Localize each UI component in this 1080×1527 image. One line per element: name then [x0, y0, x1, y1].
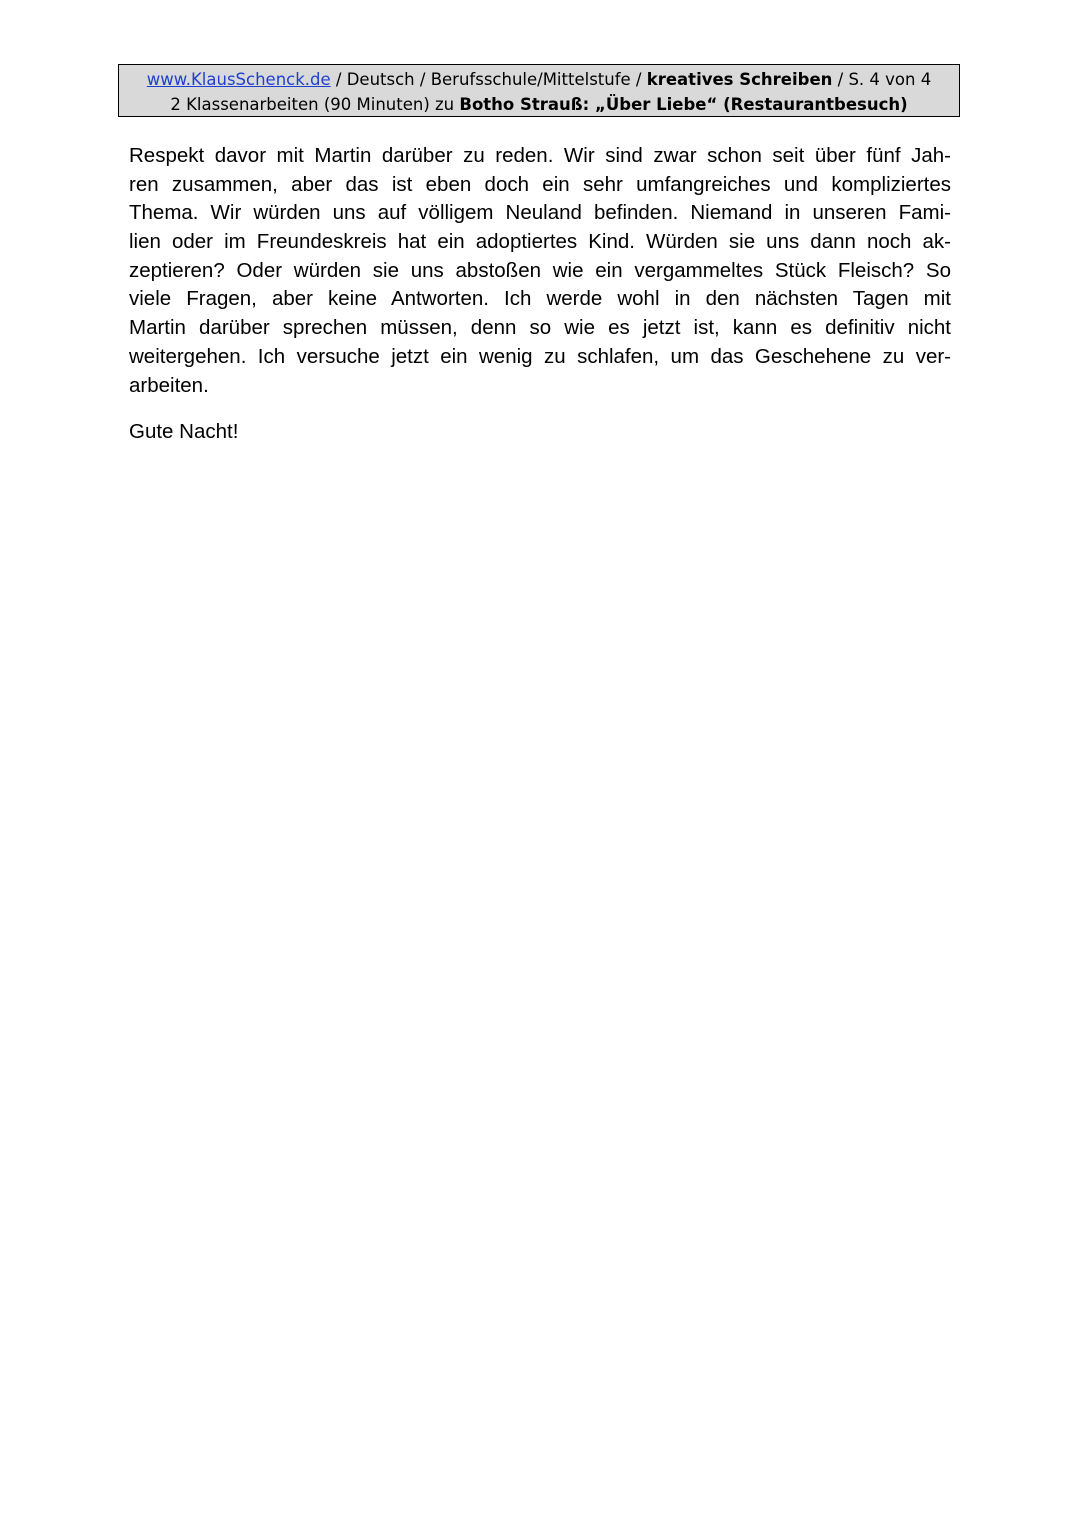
body-paragraph — [129, 142, 951, 400]
paragraph-line: Thema. Wir würden uns auf völligem Neuland befinden. Niemand in unseren Fami- — [129, 201, 951, 225]
header-subject: Deutsch — [346, 70, 415, 89]
paragraph-line: lien oder im Freundeskreis hat ein adoptiertes Kind. Würden sie uns dann noch ak- — [129, 230, 951, 254]
header-exam-info: 2 Klassenarbeiten (90 Minuten) zu — [170, 95, 460, 114]
header-author: Botho Strauß: — [459, 95, 590, 114]
paragraph-line: Martin darüber sprechen müssen, denn so wie es jetzt ist, kann es definitiv nicht — [129, 316, 951, 340]
paragraph-line: weitergehen. Ich versuche jetzt ein wenig zu schlafen, um das Geschehene zu ver- — [129, 344, 951, 368]
paragraph-line: zeptieren? Oder würden sie uns abstoßen wie ein vergammeltes Stück Fleisch? So — [129, 258, 951, 282]
paragraph-line: viele Fragen, aber keine Antworten. Ich werde wohl in den nächsten Tagen mit — [129, 287, 951, 311]
header-work-title: „Über Liebe“ (Restaurantbesuch) — [589, 95, 908, 114]
header-topic: kreatives Schreiben — [646, 70, 833, 89]
paragraph-line: Respekt davor mit Martin darüber zu reden. Wir sind zwar schon seit über fünf Jah- — [129, 144, 951, 167]
header-separator: / — [832, 70, 849, 89]
header-school: Berufsschule/Mittelstufe — [430, 70, 631, 89]
header-separator: / — [330, 70, 347, 89]
paragraph-line: ren zusammen, aber das ist eben doch ein sehr umfangreiches und kompliziertes — [129, 172, 951, 196]
paragraph-line: arbeiten. — [129, 373, 209, 397]
closing-line: Gute Nacht! — [129, 420, 239, 444]
header-line-1 — [119, 67, 959, 92]
header-line-2 — [119, 92, 959, 117]
page-header — [118, 64, 960, 117]
header-page-number: S. 4 von 4 — [848, 70, 932, 89]
header-separator: / — [630, 70, 647, 89]
site-link[interactable]: www.KlausSchenck.de — [146, 70, 331, 89]
header-separator: / — [414, 70, 431, 89]
page-content — [129, 142, 951, 447]
